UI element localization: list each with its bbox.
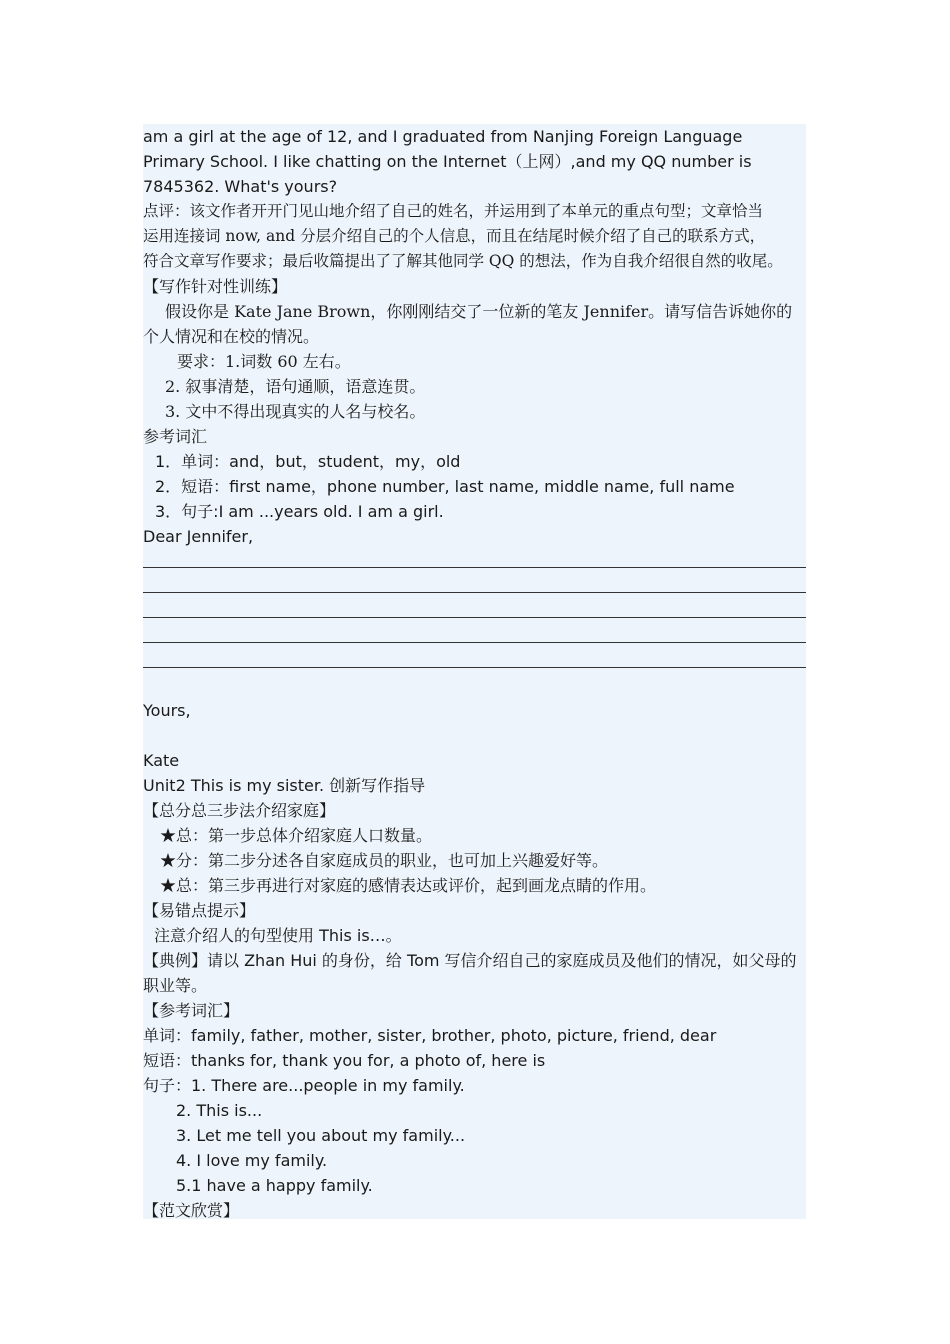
intro-line-2: Primary School. I like chatting on the Internet（上网）,and my QQ number is <box>143 152 752 171</box>
reference-sentence-2: 2. This is... <box>176 1101 263 1120</box>
reference-sentence-3: 3. Let me tell you about my family... <box>176 1126 466 1145</box>
writing-blank-line-3 <box>143 617 806 618</box>
writing-blank-line-2 <box>143 592 806 593</box>
requirement-1: 要求：1.词数 60 左右。 <box>177 352 351 371</box>
reference-phrases: 短语：thanks for, thank you for, a photo of, here is <box>143 1051 546 1070</box>
vocab-phrases: 2．短语：first name，phone number, last name, middle name, full name <box>155 477 735 496</box>
document-page <box>143 124 806 1219</box>
reference-sentence-5: 5.1 have a happy family. <box>176 1176 373 1195</box>
intro-line-3: 7845362. What's yours? <box>143 177 338 196</box>
training-prompt-line-1: 假设你是 Kate Jane Brown，你刚刚结交了一位新的笔友 Jennifer。请写信告诉她你的 <box>165 302 793 321</box>
reference-sentence-4: 4. I love my family. <box>176 1151 328 1170</box>
intro-line-1: am a girl at the age of 12, and I graduated from Nanjing Foreign Language <box>143 127 743 146</box>
tip-text: 注意介绍人的句型使用 This is…。 <box>154 926 402 945</box>
comment-line-3: 符合文章写作要求；最后收篇提出了了解其他同学 QQ 的想法，作为自我介绍很自然的收尾。 <box>143 252 783 270</box>
requirement-2: 2. 叙事清楚，语句通顺，语意连贯。 <box>165 377 426 396</box>
comment-line-1: 点评：该文作者开开门见山地介绍了自己的姓名，并运用到了本单元的重点句型；文章恰当 <box>143 202 764 220</box>
vocab-sentences: 3．句子:I am ...years old. I am a girl. <box>155 502 444 521</box>
writing-blank-line-5 <box>143 667 806 668</box>
vocab-words: 1．单词：and，but，student，my，old <box>155 452 461 471</box>
comment-line-2: 运用连接词 now, and 分层介绍自己的个人信息，而且在结尾时候介绍了自己的联系方式， <box>143 227 766 245</box>
unit2-title: Unit2 This is my sister. 创新写作指导 <box>143 776 426 795</box>
step-2: ★分：第二步分述各自家庭成员的职业，也可加上兴趣爱好等。 <box>160 851 609 870</box>
requirement-3: 3. 文中不得出现真实的人名与校名。 <box>165 402 426 421</box>
vocab-heading: 参考词汇 <box>143 427 208 446</box>
writing-blank-line-1 <box>143 567 806 568</box>
reference-vocab-heading: 【参考词汇】 <box>143 1001 240 1020</box>
letter-salutation: Dear Jennifer, <box>143 527 254 546</box>
letter-signature: Kate <box>143 751 180 770</box>
reference-words: 单词：family, father, mother, sister, brother, photo, picture, friend, dear <box>143 1026 717 1045</box>
letter-closing: Yours, <box>143 701 191 720</box>
method-heading: 【总分总三步法介绍家庭】 <box>143 801 336 820</box>
model-essay-heading: 【范文欣赏】 <box>143 1201 240 1220</box>
writing-blank-line-4 <box>143 642 806 643</box>
step-1: ★总：第一步总体介绍家庭人口数量。 <box>160 826 433 845</box>
example-line-2: 职业等。 <box>143 976 208 995</box>
step-3: ★总：第三步再进行对家庭的感情表达或评价，起到画龙点睛的作用。 <box>160 876 657 895</box>
example-line-1: 【典例】请以 Zhan Hui 的身份，给 Tom 写信介绍自己的家庭成员及他们的情况，如父母的 <box>143 951 797 970</box>
training-heading: 【写作针对性训练】 <box>143 277 288 296</box>
reference-sentence-1: 句子：1. There are...people in my family. <box>143 1076 465 1095</box>
tips-heading: 【易错点提示】 <box>143 901 256 920</box>
training-prompt-line-2: 个人情况和在校的情况。 <box>143 327 320 346</box>
